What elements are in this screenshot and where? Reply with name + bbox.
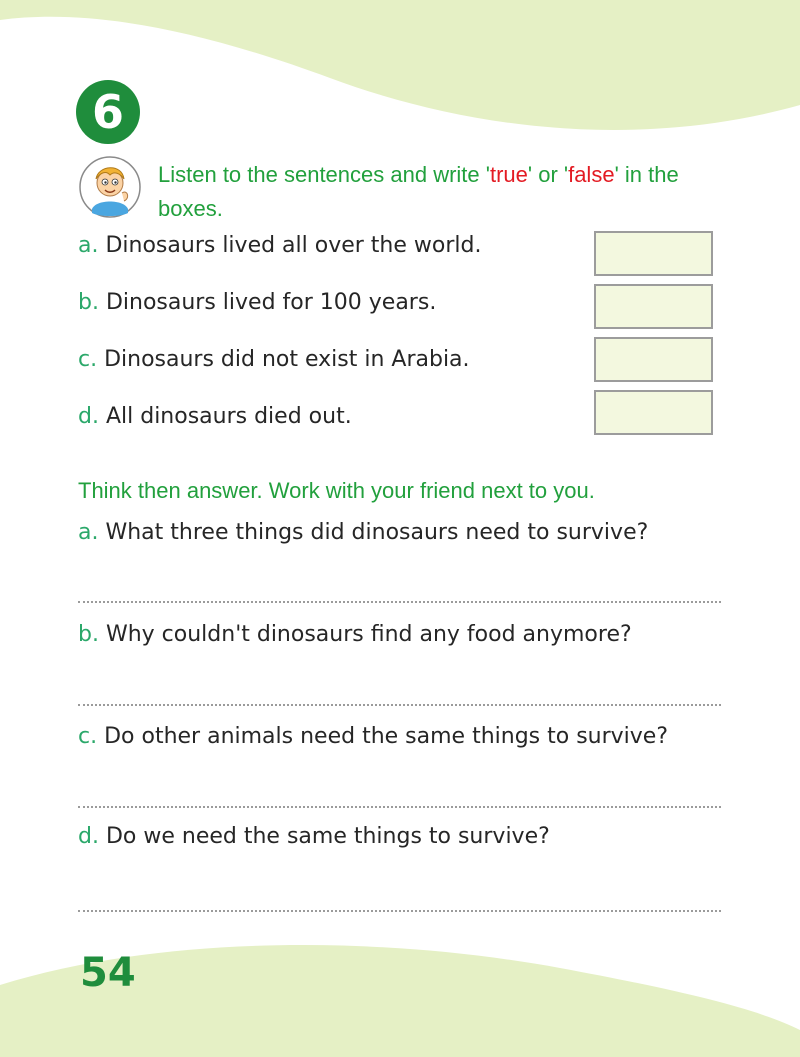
question-c: c. Do other animals need the same things to survive? — [78, 724, 669, 749]
answer-line-b[interactable] — [78, 704, 721, 706]
answer-line-d[interactable] — [78, 910, 721, 912]
false-word: false — [568, 162, 615, 187]
statement-b: b. Dinosaurs lived for 100 years. — [78, 290, 437, 315]
question-a: a. What three things did dinosaurs need to survive? — [78, 520, 649, 545]
statement-c: c. Dinosaurs did not exist in Arabia. — [78, 347, 470, 372]
question-d: d. Do we need the same things to survive? — [78, 824, 550, 849]
answer-box-a[interactable] — [594, 231, 713, 276]
question-b: b. Why couldn't dinosaurs find any food anymore? — [78, 622, 632, 647]
answer-line-c[interactable] — [78, 806, 721, 808]
instruction-text: Listen to the sentences and write 'true' or 'false' in the boxes. — [158, 162, 679, 221]
answer-line-a[interactable] — [78, 601, 721, 603]
statement-a: a. Dinosaurs lived all over the world. — [78, 233, 482, 258]
statement-d: d. All dinosaurs died out. — [78, 404, 352, 429]
exercise-number-badge: 6 — [76, 80, 140, 144]
answer-box-b[interactable] — [594, 284, 713, 329]
answer-box-d[interactable] — [594, 390, 713, 435]
boy-avatar-icon — [78, 155, 142, 219]
answer-box-c[interactable] — [594, 337, 713, 382]
think-heading: Think then answer. Work with your friend next to you. — [78, 478, 595, 503]
page-number: 54 — [80, 950, 136, 996]
true-word: true — [489, 162, 528, 187]
